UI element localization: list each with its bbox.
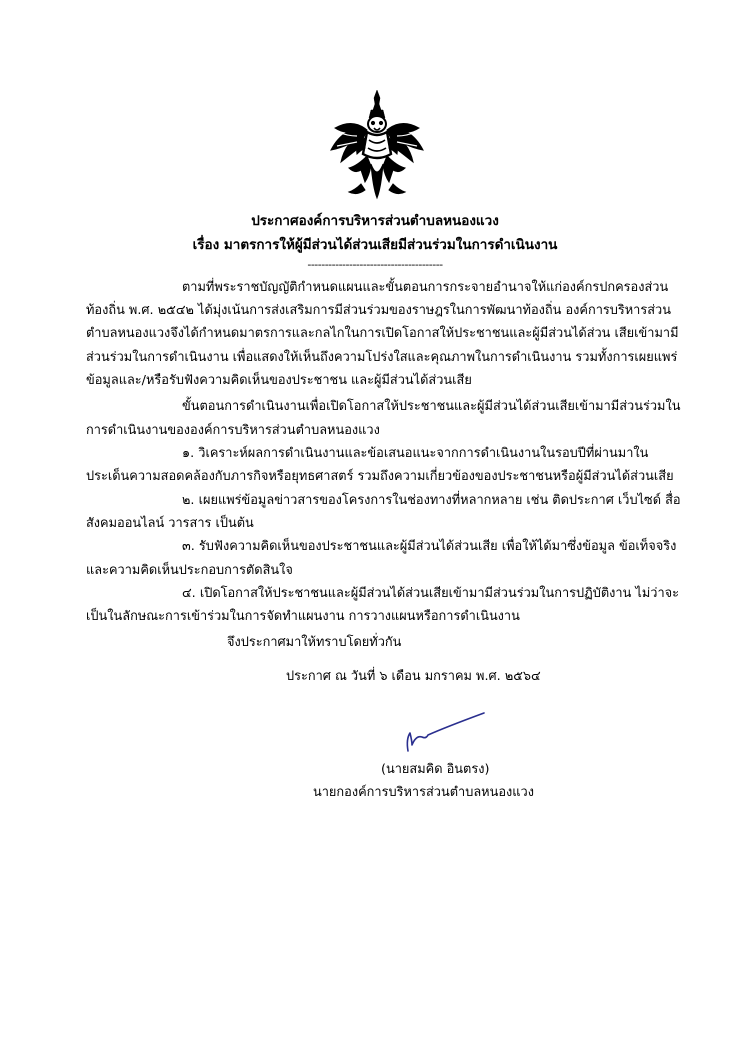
title-divider: --------------------------------------- [307, 258, 443, 271]
signer-name: (นายสมคิด อินตรง) [381, 762, 490, 777]
list-item-continuation: สังคมออนไลน์ วารสาร เป็นต้น [86, 516, 254, 531]
announcement-subject: เรื่อง มาตรการให้ผู้มีส่วนได้ส่วนเสียมีส่วนร่วมในการดำเนินงาน [192, 237, 558, 253]
list-item-continuation: และความคิดเห็นประกอบการตัดสินใจ [86, 563, 293, 578]
body-line: ตามที่พระราชบัญญัติกำหนดแผนและขั้นตอนการกระจายอำนาจให้แก่องค์กรปกครองส่วน [182, 280, 669, 295]
signer-position: นายกองค์การบริหารส่วนตำบลหนองแวง [313, 785, 534, 800]
body-line: ขั้นตอนการดำเนินงานเพื่อเปิดโอกาสให้ประชาชนและผู้มีส่วนได้ส่วนเสียเข้ามามีส่วนร่วมใน [182, 399, 681, 414]
garuda-emblem-icon [327, 88, 427, 200]
announcement-title: ประกาศองค์การบริหารส่วนตำบลหนองแวง [251, 213, 499, 229]
list-item: ๓. รับฟังความคิดเห็นของประชาชนและผู้มีส่วนได้ส่วนเสีย เพื่อให้ได้มาซึ่งข้อมูล ข้อเท็จจริง [182, 539, 677, 554]
announcement-date: ประกาศ ณ วันที่ ๖ เดือน มกราคม พ.ศ. ๒๕๖๔ [286, 669, 541, 684]
signature [400, 707, 490, 755]
body-line: ท้องถิ่น พ.ศ. ๒๕๔๒ ได้มุ่งเน้นการส่งเสริมการมีส่วนร่วมของราษฎรในการพัฒนาท้องถิ่น องค์การบริหารส่วน [86, 303, 671, 318]
closing-statement: จึงประกาศมาให้ทราบโดยทั่วกัน [227, 635, 402, 650]
list-item: ๔. เปิดโอกาสให้ประชาชนและผู้มีส่วนได้ส่วนเสียเข้ามามีส่วนร่วมในการปฏิบัติงาน ไม่ว่าจะ [182, 586, 680, 601]
list-item-continuation: ประเด็นความสอดคล้องกับภารกิจหรือยุทธศาสตร์ รวมถึงความเกี่ยวข้องของประชาชนหรือผู้มีส่วนได้ส่วนเสีย [86, 469, 674, 484]
body-line: ตำบลหนองแวงจึงได้กำหนดมาตรการและกลไกในการเปิดโอกาสให้ประชาชนและผู้มีส่วนได้ส่วน เสียเข้ามามี [86, 326, 679, 341]
body-line: ส่วนร่วมในการดำเนินงาน เพื่อแสดงให้เห็นถึงความโปร่งใสและคุณภาพในการดำเนินงาน รวมทั้งการเผยแพร่ [86, 350, 678, 365]
list-item-continuation: เป็นในลักษณะการเข้าร่วมในการจัดทำแผนงาน การวางแผนหรือการดำเนินงาน [86, 609, 520, 624]
body-line: ข้อมูลและ/หรือรับฟังความคิดเห็นของประชาชน และผู้มีส่วนได้ส่วนเสีย [86, 373, 472, 388]
list-item: ๑. วิเคราะห์ผลการดำเนินงานและข้อเสนอแนะจากการดำเนินงานในรอบปีที่ผ่านมาใน [182, 446, 649, 461]
list-item: ๒. เผยแพร่ข้อมูลข่าวสารของโครงการในช่องทางที่หลากหลาย เช่น ติดประกาศ เว็บไซด์ สื่อ [182, 493, 681, 508]
body-line: การดำเนินงานขององค์การบริหารส่วนตำบลหนองแวง [86, 423, 380, 438]
